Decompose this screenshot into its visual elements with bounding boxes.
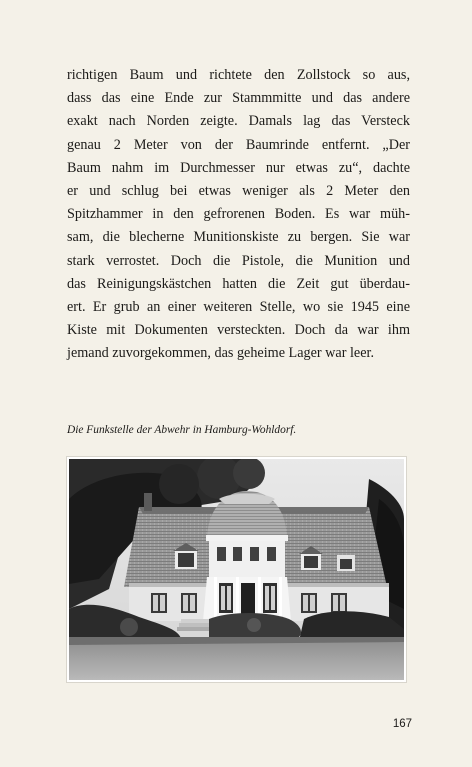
- page-number: 167: [392, 718, 412, 730]
- text-line: sam, die blecherne Munitionskiste zu bergen. Sie war: [67, 229, 410, 246]
- body-text: [67, 64, 410, 366]
- text-line: exakt nach Norden zeigte. Damals lag das Versteck: [67, 113, 410, 130]
- text-line: das Reinigungskästchen hatten die Zeit gut überdau-: [67, 275, 410, 292]
- text-line: richtigen Baum und richtete den Zollstock so aus,: [67, 67, 410, 83]
- text-line: Kiste mit Dokumenten versteckten. Doch da war ihm: [67, 322, 410, 339]
- text-line: jemand zuvorgekommen, das geheime Lager war leer.: [67, 345, 375, 362]
- photo-villa: [67, 457, 406, 682]
- text-line: genau 2 Meter von der Baumrinde entfernt. „Der: [67, 136, 410, 153]
- text-line: ert. Er grub an einer weiteren Stelle, wo sie 1945 eine: [67, 299, 410, 316]
- text-line: dass das eine Ende zur Stammmitte und das andere: [67, 90, 410, 107]
- villa-illustration: [69, 459, 404, 680]
- text-line: er und schlug bei etwas weniger als 2 Meter den: [67, 183, 410, 200]
- text-line: stark verrostet. Doch die Pistole, die Munition und: [67, 252, 410, 269]
- photo-caption: Die Funkstelle der Abwehr in Hamburg-Wohldorf.: [67, 424, 297, 436]
- text-line: Baum nahm im Durchmesser nur etwas zu“, dachte: [67, 159, 410, 176]
- text-line: Spitzhammer in den gefrorenen Boden. Es war müh-: [67, 206, 410, 223]
